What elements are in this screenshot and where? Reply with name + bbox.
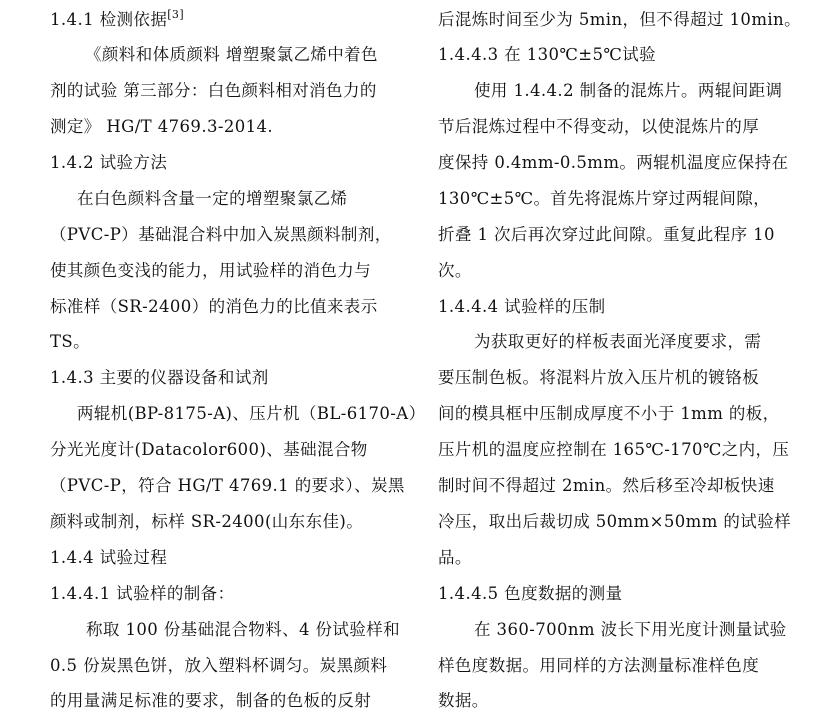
- heading-1-4-4-5: 1.4.4.5 色度数据的测量: [438, 584, 623, 603]
- heading-1-4-3: 1.4.3 主要的仪器设备和试剂: [50, 368, 269, 387]
- press-line-5: 制时间不得超过 2min。然后移至冷却板快速: [438, 476, 775, 495]
- test130-line-5: 折叠 1 次后再次穿过此间隙。重复此程序 10: [438, 225, 775, 244]
- test130-line-4: 130℃±5℃。首先将混炼片穿过两辊间隙，: [438, 189, 771, 208]
- measure-line-2: 样色度数据。用同样的方法测量标准样色度: [438, 656, 760, 675]
- heading-1-4-1: 1.4.1 检测依据[3]: [50, 8, 185, 29]
- test130-line-3: 度保持 0.4mm-0.5mm。两辊机温度应保持在: [438, 153, 789, 172]
- heading-1-4-4-4: 1.4.4.4 试验样的压制: [438, 297, 606, 316]
- continued-line: 后混炼时间至少为 5min，但不得超过 10min。: [438, 10, 801, 29]
- measure-line-1: 在 360-700nm 波长下用光度计测量试验: [474, 620, 787, 639]
- measure-line-3: 数据。: [438, 691, 489, 710]
- basis-line-2: 剂的试验 第三部分：白色颜料相对消色力的: [50, 81, 377, 100]
- test130-line-6: 次。: [438, 261, 472, 280]
- heading-1-4-2: 1.4.2 试验方法: [50, 153, 168, 172]
- press-line-1: 为获取更好的样板表面光泽度要求，需: [474, 332, 762, 351]
- prep-line-3: 的用量满足标准的要求，制备的色板的反射: [50, 691, 372, 710]
- equipment-line-4: 颜料或制剂，标样 SR-2400(山东东佳)。: [50, 512, 364, 531]
- press-line-2: 要压制色板。将混料片放入压片机的镀铬板: [438, 368, 760, 387]
- method-line-1: 在白色颜料含量一定的增塑聚氯乙烯: [77, 189, 348, 208]
- citation-ref: [3]: [167, 8, 185, 21]
- equipment-line-1: 两辊机(BP-8175-A)、压片机（BL-6170-A）: [77, 404, 426, 423]
- method-line-5: TS。: [50, 332, 91, 351]
- prep-line-2: 0.5 份炭黑色饼，放入塑料杯调匀。炭黑颜料: [50, 656, 388, 675]
- equipment-line-2: 分光光度计(Datacolor600)、基础混合物: [50, 440, 368, 459]
- heading-1-4-4-1: 1.4.4.1 试验样的制备：: [50, 584, 235, 603]
- press-line-6: 冷压，取出后裁切成 50mm×50mm 的试验样: [438, 512, 791, 531]
- prep-line-1: 称取 100 份基础混合物料、4 份试验样和: [86, 620, 401, 639]
- test130-line-2: 节后混炼过程中不得变动，以使混炼片的厚: [438, 117, 760, 136]
- test130-line-1: 使用 1.4.4.2 制备的混炼片。两辊间距调: [474, 81, 783, 100]
- basis-line-3: 测定》 HG/T 4769.3-2014.: [50, 117, 274, 136]
- method-line-4: 标准样（SR-2400）的消色力的比值来表示: [50, 297, 378, 316]
- heading-1-4-4: 1.4.4 试验过程: [50, 548, 168, 567]
- press-line-7: 品。: [438, 548, 472, 567]
- method-line-3: 使其颜色变浅的能力，用试验样的消色力与: [50, 261, 372, 280]
- method-line-2: （PVC-P）基础混合料中加入炭黑颜料制剂，: [50, 225, 392, 244]
- equipment-line-3: （PVC-P，符合 HG/T 4769.1 的要求）、炭黑: [50, 476, 405, 495]
- press-line-4: 压片机的温度应控制在 165℃-170℃之内，压: [438, 440, 790, 459]
- heading-1-4-4-3: 1.4.4.3 在 130℃±5℃试验: [438, 45, 657, 64]
- basis-line-1: 《颜料和体质颜料 增塑聚氯乙烯中着色: [85, 45, 378, 64]
- press-line-3: 间的模具框中压制成厚度不小于 1mm 的板，: [438, 404, 780, 423]
